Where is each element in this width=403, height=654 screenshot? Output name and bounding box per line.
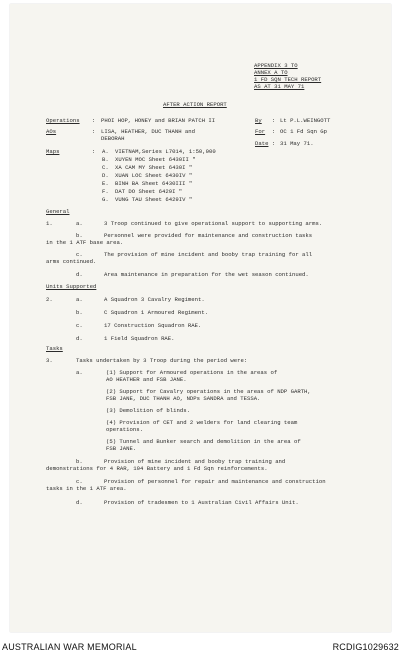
- aos-label: AOs: [46, 128, 57, 135]
- operations-value: PHOI HOP, HONEY and BRIAN PATCH II: [101, 117, 216, 124]
- map-item-letter: G.: [102, 196, 109, 203]
- map-item-letter: C.: [102, 164, 109, 171]
- map-item-text: DAT DO Sheet 6429I ": [115, 188, 183, 195]
- appendix-line-3: 1 FD SQN TECH REPORT: [254, 76, 322, 83]
- operations-colon: :: [92, 117, 96, 124]
- general-c-text-2: arms continued.: [46, 258, 97, 265]
- map-item-text: BINH BA Sheet 6430III ": [115, 180, 193, 187]
- tasks-sub1-line-2: AO HEATHER and FSB JANE.: [106, 376, 187, 383]
- maps-colon: :: [92, 148, 96, 155]
- general-d-text: Area maintenance in preparation for the wet season continued.: [104, 271, 309, 278]
- tasks-c-letter: c.: [76, 478, 83, 485]
- for-value: OC 1 Fd Sqn Gp: [280, 128, 327, 135]
- tasks-d-text: Provision of tradesmen to 1 Australian Civil Affairs Unit.: [104, 499, 299, 506]
- for-label: For: [255, 128, 266, 135]
- tasks-b-text-1: Provision of mine incident and booby trap training and: [104, 458, 286, 465]
- tasks-c-text-1: Provision of personnel for repair and maintenance and construction: [104, 478, 326, 485]
- date-value: 31 May 71.: [280, 140, 314, 147]
- units-number: 2.: [46, 296, 53, 303]
- tasks-c-text-2: tasks in the 1 ATF area.: [46, 485, 127, 492]
- general-b-text-2: in the 1 ATF base area.: [46, 239, 124, 246]
- tasks-sub3-line-1: (3) Demolition of blinds.: [106, 407, 190, 414]
- appendix-line-1: APPENDIX 3 TO: [254, 62, 298, 69]
- tasks-b-letter: b.: [76, 458, 83, 465]
- unit-letter: a.: [76, 296, 83, 303]
- tasks-sub2-line-1: (2) Support for Cavalry operations in the areas of NDP GARTH,: [106, 388, 311, 395]
- tasks-intro: Tasks undertaken by 3 Troop during the period were:: [76, 357, 248, 364]
- aos-colon: :: [92, 128, 96, 135]
- general-b-letter: b.: [76, 232, 83, 239]
- tasks-sub5-line-2: FSB JANE.: [106, 445, 137, 452]
- tasks-heading: Tasks: [46, 345, 63, 352]
- unit-text: C Squadron 1 Armoured Regiment.: [104, 309, 209, 316]
- date-colon: :: [272, 140, 276, 147]
- tasks-number: 3.: [46, 357, 53, 364]
- unit-letter: b.: [76, 309, 83, 316]
- map-item-letter: E.: [102, 180, 109, 187]
- maps-label: Maps: [46, 148, 60, 155]
- map-item-text: XUYEN MOC Sheet 6430II ": [115, 156, 196, 163]
- map-item-text: VUNG TAU Sheet 6429IV ": [115, 196, 193, 203]
- general-a-letter: a.: [76, 220, 83, 227]
- by-colon: :: [272, 117, 276, 124]
- aos-value-2: DEBORAH: [101, 135, 125, 142]
- map-item-letter: D.: [102, 172, 109, 179]
- tasks-a-letter: a.: [76, 369, 83, 376]
- document-page: [10, 4, 391, 632]
- map-item-letter: A.: [102, 148, 109, 155]
- general-d-letter: d.: [76, 271, 83, 278]
- tasks-sub5-line-1: (5) Tunnel and Bunker search and demolition in the area of: [106, 438, 301, 445]
- map-item-text: XA CAM MY Sheet 6430I ": [115, 164, 193, 171]
- map-item-letter: B.: [102, 156, 109, 163]
- unit-text: 17 Construction Squadron RAE.: [104, 322, 202, 329]
- general-c-letter: c.: [76, 251, 83, 258]
- tasks-sub4-line-1: (4) Provision of CET and 2 welders for land clearing team: [106, 419, 298, 426]
- archive-footer-right: RCDIG1029632: [332, 642, 399, 652]
- map-item-letter: F.: [102, 188, 109, 195]
- general-number: 1.: [46, 220, 53, 227]
- by-value: Lt P.L.WEINGOTT: [280, 117, 331, 124]
- date-label: Date: [255, 140, 269, 147]
- general-c-text-1: The provision of mine incident and booby trap training for all: [104, 251, 313, 258]
- for-colon: :: [272, 128, 276, 135]
- map-item-text: VIETNAM,Series L7014, 1:50,000: [115, 148, 216, 155]
- appendix-line-4: AS AT 31 MAY 71: [254, 83, 305, 90]
- tasks-b-text-2: demonstrations for 4 RAR, 104 Battery and 1 Fd Sqn reinforcements.: [46, 465, 268, 472]
- units-heading: Units Supported: [46, 283, 97, 290]
- appendix-line-2: ANNEX A TO: [254, 69, 288, 76]
- operations-label: Operations: [46, 117, 80, 124]
- unit-text: A Squadron 3 Cavalry Regiment.: [104, 296, 205, 303]
- report-title: AFTER ACTION REPORT: [163, 101, 227, 108]
- tasks-sub1-line-1: (1) Support for Armoured operations in the areas of: [106, 369, 278, 376]
- tasks-d-letter: d.: [76, 499, 83, 506]
- unit-text: 1 Field Squadron RAE.: [104, 335, 175, 342]
- by-label: By: [255, 117, 262, 124]
- tasks-sub2-line-2: FSB JANE, DUC THANH AO, NDPs SANDRA and TESSA.: [106, 395, 261, 402]
- general-b-text-1: Personnel were provided for maintenance and construction tasks: [104, 232, 313, 239]
- unit-letter: c.: [76, 322, 83, 329]
- archive-footer-left: AUSTRALIAN WAR MEMORIAL: [2, 642, 137, 652]
- aos-value-1: LISA, HEATHER, DUC THANH and: [101, 128, 195, 135]
- map-item-text: XUAN LOC Sheet 6430IV ": [115, 172, 193, 179]
- general-heading: General: [46, 208, 70, 215]
- general-a-text: 3 Troop continued to give operational support to supporting arms.: [104, 220, 323, 227]
- tasks-sub4-line-2: operations.: [106, 426, 143, 433]
- unit-letter: d.: [76, 335, 83, 342]
